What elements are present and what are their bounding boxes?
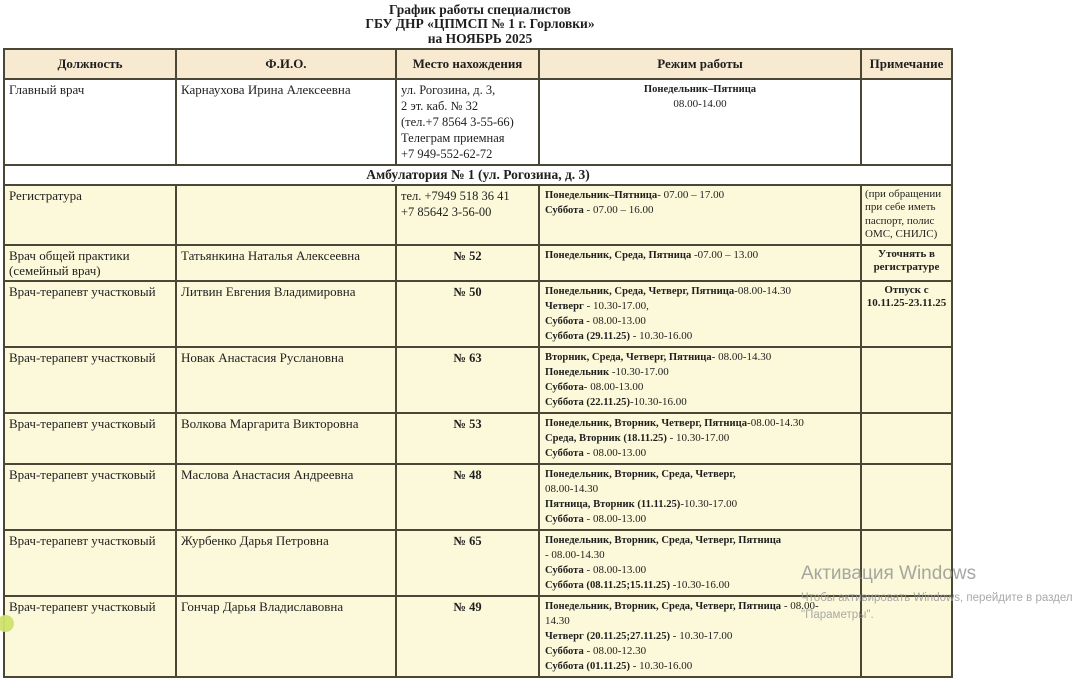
note-cell bbox=[861, 347, 952, 413]
room-cell: № 65 bbox=[396, 530, 539, 596]
table-row bbox=[4, 281, 952, 347]
header-cell-3: Место нахождения bbox=[396, 49, 539, 79]
name-cell: Новак Анастасия Руслановна bbox=[176, 347, 396, 413]
document-title bbox=[0, 0, 960, 46]
room-cell: № 48 bbox=[396, 464, 539, 530]
schedule-cell: Вторник, Среда, Четверг, Пятница- 08.00-14.30 Понедельник -10.30-17.00 Суббота- 08.00-13.00 Суббота (22.11.25)-10.30-16.00 bbox=[539, 347, 861, 413]
table-row bbox=[4, 413, 952, 464]
table-header-row bbox=[4, 49, 952, 79]
watermark-line-2: Чтобы активировать Windows, перейдите в раздел bbox=[801, 592, 1073, 604]
schedule-cell: Понедельник, Вторник, Среда, Четверг, 08.00-14.30 Пятница, Вторник (11.11.25)-10.30-17.00 Суббота - 08.00-13.00 bbox=[539, 464, 861, 530]
position-cell: Врач-терапевт участковый bbox=[4, 464, 176, 530]
room-cell: ул. Рогозина, д. 3, 2 эт. каб. № 32 (тел.+7 8564 3-55-66) Телеграм приемная +7 949-552-62-72 bbox=[396, 79, 539, 165]
name-cell: Журбенко Дарья Петровна bbox=[176, 530, 396, 596]
name-cell: Гончар Дарья Владиславовна bbox=[176, 596, 396, 677]
table-row bbox=[4, 347, 952, 413]
note-cell bbox=[861, 79, 952, 165]
position-cell: Врач-терапевт участковый bbox=[4, 347, 176, 413]
table-row bbox=[4, 245, 952, 281]
name-cell: Карнаухова Ирина Алексеевна bbox=[176, 79, 396, 165]
name-cell: Волкова Маргарита Викторовна bbox=[176, 413, 396, 464]
position-cell: Врач общей практики (семейный врач) bbox=[4, 245, 176, 281]
schedule-cell: Понедельник, Вторник, Среда, Четверг, Пятница - 08.00- 14.30 Четверг (20.11.25;27.11.25) - 10.30-17.00 Суббота - 08.00-12.30 Суббота (01.11.25) - 10.30-16.00 bbox=[539, 596, 861, 677]
schedule-cell: Понедельник, Среда, Пятница -07.00 – 13.00 bbox=[539, 245, 861, 281]
table-row bbox=[4, 596, 952, 677]
title-line-1: График работы специалистов bbox=[389, 2, 571, 17]
note-cell bbox=[861, 596, 952, 677]
name-cell: Маслова Анастасия Андреевна bbox=[176, 464, 396, 530]
title-line-2: ГБУ ДНР «ЦПМСП № 1 г. Горловки» bbox=[365, 16, 595, 32]
room-cell: № 52 bbox=[396, 245, 539, 281]
position-cell: Врач-терапевт участковый bbox=[4, 596, 176, 677]
header-cell-1: Должность bbox=[4, 49, 176, 79]
room-cell: № 49 bbox=[396, 596, 539, 677]
schedule-cell: Понедельник–Пятница 08.00-14.00 bbox=[539, 79, 861, 165]
position-cell: Врач-терапевт участковый bbox=[4, 281, 176, 347]
note-cell: (при обращении при себе иметь паспорт, полис ОМС, СНИЛС) bbox=[861, 185, 952, 245]
position-cell: Регистратура bbox=[4, 185, 176, 245]
note-cell: Отпуск с 10.11.25-23.11.25 bbox=[861, 281, 952, 347]
table-row bbox=[4, 530, 952, 596]
title-line-3: на НОЯБРЬ 2025 bbox=[427, 30, 533, 46]
watermark-line-3: "Параметры". bbox=[801, 609, 874, 621]
room-cell: тел. +7949 518 36 41 +7 85642 3-56-00 bbox=[396, 185, 539, 245]
name-cell: Татьянкина Наталья Алексеевна bbox=[176, 245, 396, 281]
header-cell-2: Ф.И.О. bbox=[176, 49, 396, 79]
section-row bbox=[4, 165, 952, 185]
position-cell: Врач-терапевт участковый bbox=[4, 530, 176, 596]
name-cell: Литвин Евгения Владимировна bbox=[176, 281, 396, 347]
watermark-title: Активация Windows bbox=[801, 563, 977, 584]
schedule-cell: Понедельник, Вторник, Среда, Четверг, Пятница - 08.00-14.30 Суббота - 08.00-13.00 Суббота (08.11.25;15.11.25) -10.30-16.00 bbox=[539, 530, 861, 596]
note-cell bbox=[861, 413, 952, 464]
schedule-cell: Понедельник–Пятница- 07.00 – 17.00 Суббота - 07.00 – 16.00 bbox=[539, 185, 861, 245]
header-cell-5: Примечание bbox=[861, 49, 952, 79]
header-cell-4: Режим работы bbox=[539, 49, 861, 79]
room-cell: № 50 bbox=[396, 281, 539, 347]
schedule-cell: Понедельник, Среда, Четверг, Пятница-08.00-14.30 Четверг - 10.30-17.00, Суббота - 08.00-13.00 Суббота (29.11.25) - 10.30-16.00 bbox=[539, 281, 861, 347]
schedule-cell: Понедельник, Вторник, Четверг, Пятница-08.00-14.30 Среда, Вторник (18.11.25) - 10.30-17.00 Суббота - 08.00-13.00 bbox=[539, 413, 861, 464]
table-row bbox=[4, 185, 952, 245]
name-cell bbox=[176, 185, 396, 245]
section-title: Амбулатория № 1 (ул. Рогозина, д. 3) bbox=[4, 165, 952, 185]
table-row bbox=[4, 464, 952, 530]
table-row bbox=[4, 79, 952, 165]
note-cell bbox=[861, 464, 952, 530]
schedule-table bbox=[3, 48, 953, 678]
note-cell: Уточнять в регистратуре bbox=[861, 245, 952, 281]
note-cell bbox=[861, 530, 952, 596]
room-cell: № 63 bbox=[396, 347, 539, 413]
position-cell: Главный врач bbox=[4, 79, 176, 165]
position-cell: Врач-терапевт участковый bbox=[4, 413, 176, 464]
room-cell: № 53 bbox=[396, 413, 539, 464]
